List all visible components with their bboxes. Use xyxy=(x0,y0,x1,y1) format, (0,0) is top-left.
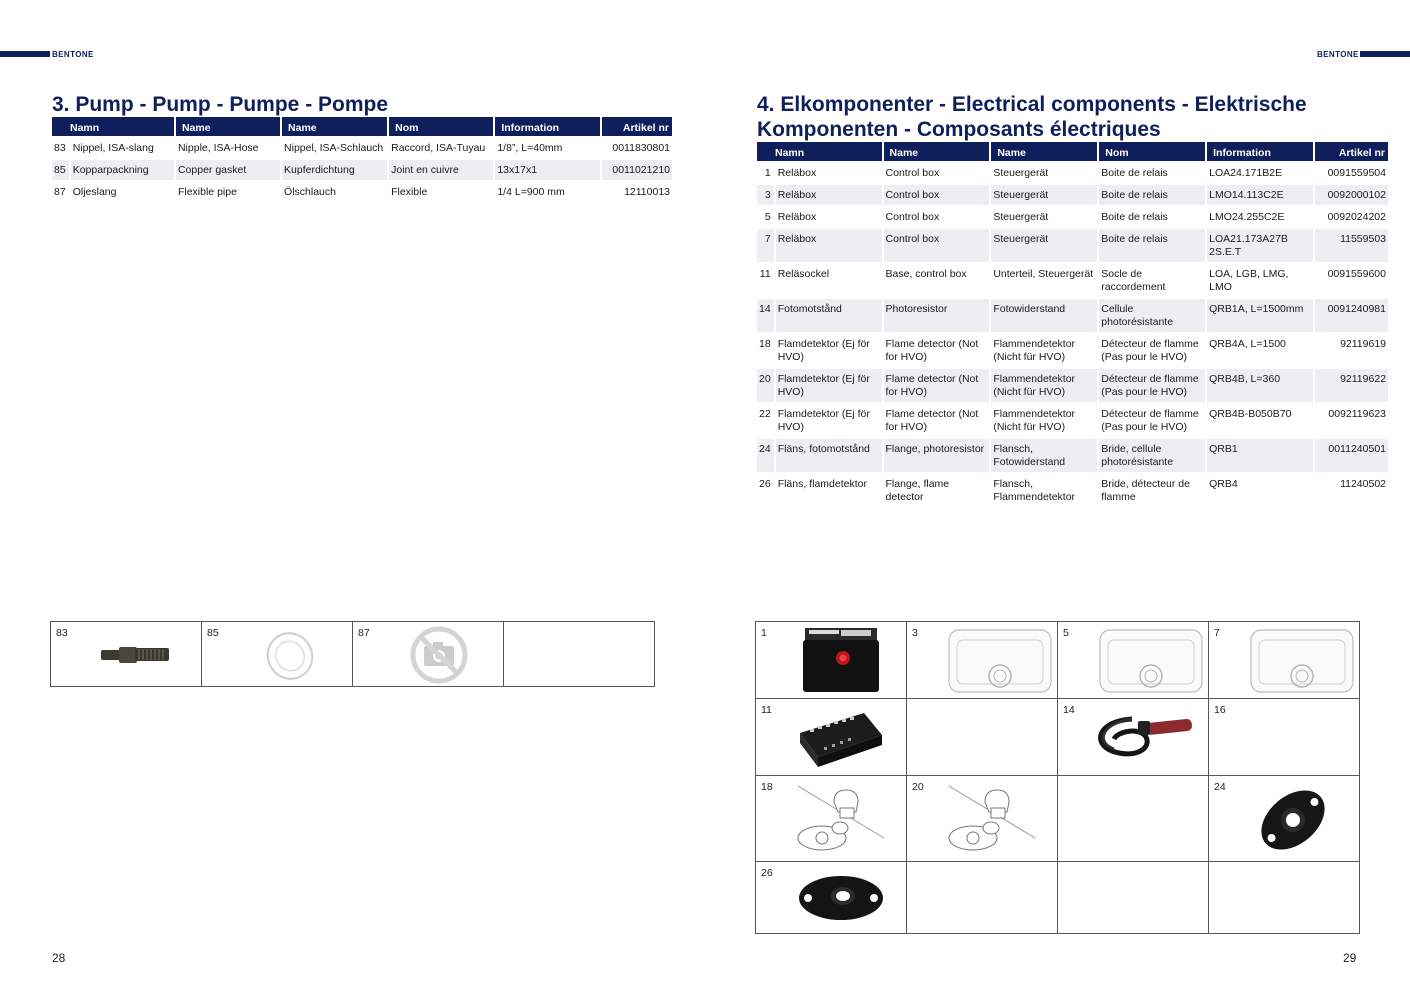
cell-name-fr: Cellule photorésistante xyxy=(1099,297,1205,332)
control-box-image xyxy=(801,626,881,694)
cell-article-number: 12110013 xyxy=(602,180,672,202)
image-number: 26 xyxy=(761,867,773,879)
table-row xyxy=(757,183,1388,205)
row-position: 3 xyxy=(757,183,774,205)
cell-article-number: 0011830801 xyxy=(602,136,672,158)
photoresistor-image xyxy=(1088,707,1200,769)
cell-name-en: Control box xyxy=(884,183,990,205)
image-cell-empty xyxy=(907,862,1058,934)
image-number: 5 xyxy=(1063,627,1069,639)
row-position: 87 xyxy=(52,180,69,202)
image-number: 7 xyxy=(1214,627,1220,639)
cell-name-en: Flame detector (Not for HVO) xyxy=(884,332,990,367)
cell-name-fr: Détecteur de flamme (Pas pour le HVO) xyxy=(1099,402,1205,437)
cell-name-fr: Boite de relais xyxy=(1099,161,1205,183)
table-header-row xyxy=(52,117,672,136)
cell-name-fr: Boite de relais xyxy=(1099,227,1205,262)
cell-information: LOA24.171B2E xyxy=(1207,161,1313,183)
cell-article-number: 11240502 xyxy=(1315,472,1388,507)
cell-name-de: Flansch, Flammendetektor xyxy=(991,472,1097,507)
image-cell xyxy=(1209,699,1360,776)
image-cell xyxy=(907,622,1058,699)
elec-title-line1: 4. Elkomponenter - Electrical components - Elektrische xyxy=(757,93,1307,116)
cell-name-en: Flexible pipe xyxy=(176,180,280,202)
cell-article-number: 11559503 xyxy=(1315,227,1388,262)
no-image-placeholder-icon xyxy=(409,625,469,685)
cell-article-number: 0011021210 xyxy=(602,158,672,180)
col-header-namn: Namn xyxy=(757,142,882,161)
row-position: 11 xyxy=(757,262,774,297)
image-cell-empty xyxy=(1209,862,1360,934)
cell-article-number: 0092024202 xyxy=(1315,205,1388,227)
col-header-name-de: Name xyxy=(991,142,1097,161)
image-number: 18 xyxy=(761,781,773,793)
table-row xyxy=(757,262,1388,297)
image-number: 16 xyxy=(1214,704,1226,716)
image-number: 1 xyxy=(761,627,767,639)
cell-name-sv: Flamdetektor (Ej för HVO) xyxy=(776,332,882,367)
cell-article-number: 0091240981 xyxy=(1315,297,1388,332)
control-box-outline-image xyxy=(945,626,1055,696)
cell-information: 1/8”, L=40mm xyxy=(495,136,600,158)
cell-article-number: 0092000102 xyxy=(1315,183,1388,205)
cell-name-de: Steuergerät xyxy=(991,227,1097,262)
table-row xyxy=(52,180,672,202)
row-position: 7 xyxy=(757,227,774,262)
cell-name-sv: Nippel, ISA-slang xyxy=(71,136,174,158)
cell-name-de: Steuergerät xyxy=(991,183,1097,205)
row-position: 5 xyxy=(757,205,774,227)
page-number-left: 28 xyxy=(52,951,66,965)
image-number: 11 xyxy=(761,704,772,716)
cell-information: LMO14.113C2E xyxy=(1207,183,1313,205)
cell-name-de: Kupferdichtung xyxy=(282,158,387,180)
image-cell-empty xyxy=(504,622,655,687)
col-header-nom: Nom xyxy=(1099,142,1205,161)
image-cell xyxy=(1209,622,1360,699)
table-row xyxy=(757,332,1388,367)
flange-photoresistor-image xyxy=(1253,780,1333,860)
table-row xyxy=(52,158,672,180)
image-number: 14 xyxy=(1063,704,1075,716)
cell-name-en: Control box xyxy=(884,161,990,183)
col-header-information: Information xyxy=(495,117,600,136)
cell-name-sv: Reläbox xyxy=(776,205,882,227)
cell-name-sv: Fläns, flamdetektor xyxy=(776,472,882,507)
image-number: 24 xyxy=(1214,781,1226,793)
cell-name-sv: Reläbox xyxy=(776,183,882,205)
cell-name-de: Steuergerät xyxy=(991,161,1097,183)
row-position: 24 xyxy=(757,437,774,472)
copper-gasket-image xyxy=(262,630,318,682)
flame-detector-image xyxy=(937,782,1049,860)
cell-name-de: Unterteil, Steuergerät xyxy=(991,262,1097,297)
control-box-outline-image xyxy=(1096,626,1206,696)
cell-name-en: Copper gasket xyxy=(176,158,280,180)
cell-name-en: Base, control box xyxy=(884,262,990,297)
image-cell xyxy=(202,622,353,687)
cell-information: QRB1A, L=1500mm xyxy=(1207,297,1313,332)
table-row xyxy=(757,367,1388,402)
pump-image-grid xyxy=(50,621,655,687)
cell-name-de: Flammendetektor (Nicht für HVO) xyxy=(991,367,1097,402)
cell-name-en: Flange, photoresistor xyxy=(884,437,990,472)
table-row xyxy=(757,437,1388,472)
cell-name-en: Control box xyxy=(884,227,990,262)
cell-article-number: 0011240501 xyxy=(1315,437,1388,472)
cell-name-fr: Flexible xyxy=(389,180,493,202)
image-cell xyxy=(51,622,202,687)
cell-information: 1/4 L=900 mm xyxy=(495,180,600,202)
image-number: 83 xyxy=(56,627,68,639)
cell-name-sv: Reläsockel xyxy=(776,262,882,297)
image-cell xyxy=(756,699,907,776)
elec-parts-table xyxy=(755,142,1390,507)
table-row xyxy=(757,227,1388,262)
cell-name-en: Flame detector (Not for HVO) xyxy=(884,402,990,437)
cell-article-number: 0091559600 xyxy=(1315,262,1388,297)
col-header-name-de: Name xyxy=(282,117,387,136)
cell-name-en: Photoresistor xyxy=(884,297,990,332)
row-position: 83 xyxy=(52,136,69,158)
cell-name-fr: Raccord, ISA-Tuyau xyxy=(389,136,493,158)
image-cell-empty xyxy=(907,699,1058,776)
cell-name-de: Flammendetektor (Nicht für HVO) xyxy=(991,332,1097,367)
image-cell xyxy=(756,776,907,862)
row-position: 20 xyxy=(757,367,774,402)
image-number: 20 xyxy=(912,781,924,793)
cell-information: QRB4A, L=1500 xyxy=(1207,332,1313,367)
cell-name-fr: Détecteur de flamme (Pas pour le HVO) xyxy=(1099,332,1205,367)
row-position: 85 xyxy=(52,158,69,180)
control-box-base-image xyxy=(794,705,886,773)
cell-name-fr: Boite de relais xyxy=(1099,183,1205,205)
cell-name-sv: Flamdetektor (Ej för HVO) xyxy=(776,402,882,437)
image-number: 87 xyxy=(358,627,370,639)
cell-name-en: Flange, flame detector xyxy=(884,472,990,507)
flame-detector-image xyxy=(786,782,898,860)
row-position: 1 xyxy=(757,161,774,183)
cell-information: QRB1 xyxy=(1207,437,1313,472)
cell-name-fr: Bride, cellule photorésistante xyxy=(1099,437,1205,472)
cell-information: LOA21.173A27B 2S.E.T xyxy=(1207,227,1313,262)
cell-name-en: Nipple, ISA-Hose xyxy=(176,136,280,158)
cell-name-fr: Boite de relais xyxy=(1099,205,1205,227)
table-header-row xyxy=(757,142,1388,161)
brand-logo-right: BENTONE xyxy=(1317,50,1359,59)
cell-name-fr: Détecteur de flamme (Pas pour le HVO) xyxy=(1099,367,1205,402)
cell-name-de: Steuergerät xyxy=(991,205,1097,227)
image-cell xyxy=(1058,622,1209,699)
row-position: 14 xyxy=(757,297,774,332)
table-row xyxy=(757,472,1388,507)
image-cell xyxy=(756,622,907,699)
row-position: 26 xyxy=(757,472,774,507)
cell-information: 13x17x1 xyxy=(495,158,600,180)
elec-title-line2: Komponenten - Composants électriques xyxy=(757,118,1161,141)
cell-article-number: 92119622 xyxy=(1315,367,1388,402)
cell-name-fr: Joint en cuivre xyxy=(389,158,493,180)
cell-information: LOA, LGB, LMG, LMO xyxy=(1207,262,1313,297)
row-position: 22 xyxy=(757,402,774,437)
page-number-right: 29 xyxy=(1343,951,1357,965)
col-header-name-en: Name xyxy=(176,117,280,136)
col-header-namn: Namn xyxy=(52,117,174,136)
cell-article-number: 0092119623 xyxy=(1315,402,1388,437)
cell-name-en: Control box xyxy=(884,205,990,227)
image-number: 3 xyxy=(912,627,918,639)
image-cell-empty xyxy=(1058,862,1209,934)
pump-section-title: 3. Pump - Pump - Pumpe - Pompe xyxy=(52,93,389,116)
cell-name-fr: Socle de raccordement xyxy=(1099,262,1205,297)
table-row xyxy=(757,402,1388,437)
image-cell xyxy=(907,776,1058,862)
col-header-name-en: Name xyxy=(884,142,990,161)
col-header-artikel-nr: Artikel nr xyxy=(602,117,672,136)
cell-article-number: 0091559504 xyxy=(1315,161,1388,183)
cell-name-sv: Flamdetektor (Ej för HVO) xyxy=(776,367,882,402)
cell-name-sv: Oljeslang xyxy=(71,180,174,202)
flange-flame-detector-image xyxy=(796,868,886,928)
brand-bar-left xyxy=(0,51,50,57)
cell-name-sv: Reläbox xyxy=(776,227,882,262)
table-row xyxy=(757,205,1388,227)
pump-parts-table xyxy=(50,117,674,202)
col-header-information: Information xyxy=(1207,142,1313,161)
brand-bar-right xyxy=(1360,51,1410,57)
cell-name-en: Flame detector (Not for HVO) xyxy=(884,367,990,402)
cell-information: QRB4 xyxy=(1207,472,1313,507)
cell-name-sv: Reläbox xyxy=(776,161,882,183)
row-position: 18 xyxy=(757,332,774,367)
nipple-image xyxy=(97,642,175,668)
table-row xyxy=(52,136,672,158)
cell-name-de: Nippel, ISA-Schlauch xyxy=(282,136,387,158)
image-cell-empty xyxy=(1058,776,1209,862)
image-cell xyxy=(756,862,907,934)
cell-name-sv: Fotomotstånd xyxy=(776,297,882,332)
cell-information: LMO24.255C2E xyxy=(1207,205,1313,227)
image-cell xyxy=(1209,776,1360,862)
col-header-nom: Nom xyxy=(389,117,493,136)
cell-name-de: Ölschlauch xyxy=(282,180,387,202)
cell-article-number: 92119619 xyxy=(1315,332,1388,367)
table-row xyxy=(757,297,1388,332)
cell-name-fr: Bride, détecteur de flamme xyxy=(1099,472,1205,507)
col-header-artikel-nr: Artikel nr xyxy=(1315,142,1388,161)
image-cell xyxy=(1058,699,1209,776)
image-number: 85 xyxy=(207,627,219,639)
cell-information: QRB4B, L=360 xyxy=(1207,367,1313,402)
cell-name-de: Flammendetektor (Nicht für HVO) xyxy=(991,402,1097,437)
elec-section-title xyxy=(757,92,1307,142)
cell-information: QRB4B-B050B70 xyxy=(1207,402,1313,437)
brand-logo-left: BENTONE xyxy=(52,50,94,59)
cell-name-sv: Fläns, fotomotstånd xyxy=(776,437,882,472)
elec-image-grid xyxy=(755,621,1360,934)
cell-name-de: Fotowiderstand xyxy=(991,297,1097,332)
table-row xyxy=(757,161,1388,183)
image-cell xyxy=(353,622,504,687)
cell-name-de: Flansch, Fotowiderstand xyxy=(991,437,1097,472)
cell-name-sv: Kopparpackning xyxy=(71,158,174,180)
control-box-outline-image xyxy=(1247,626,1357,696)
